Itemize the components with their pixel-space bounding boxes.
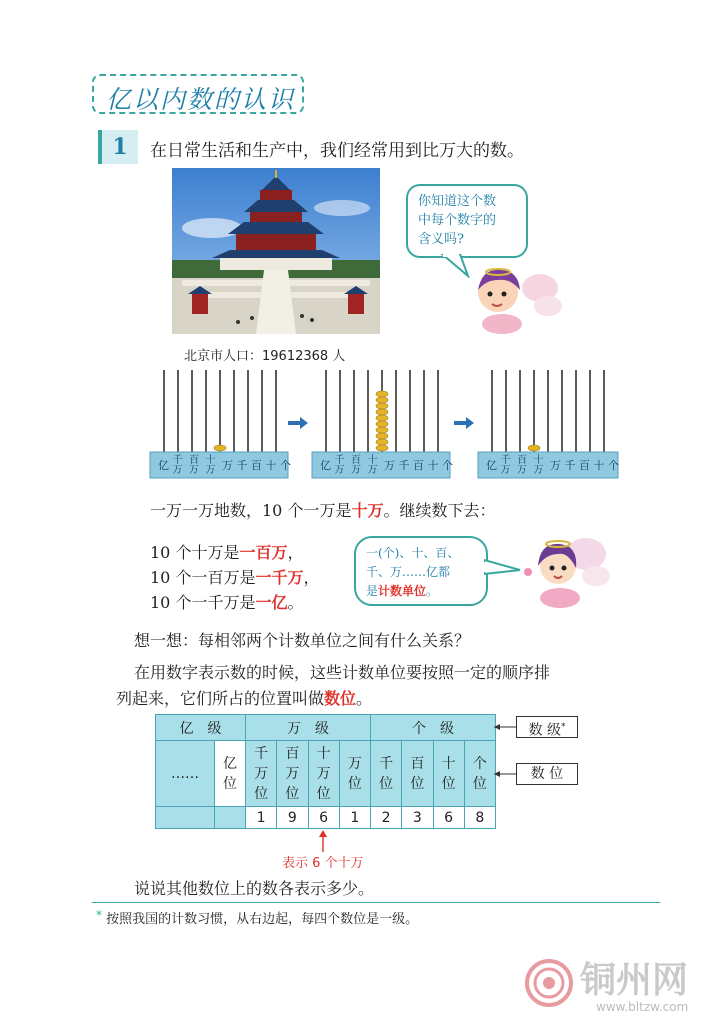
count-line-text: 一万一万地数，10 个一万是 — [150, 501, 352, 520]
digit-baiwan: 9 — [277, 807, 308, 829]
watermark-url: www.bltzw.com — [596, 1000, 689, 1014]
counting-line-3-text: 10 个一千万是 — [150, 593, 256, 612]
place-char: 万 — [316, 765, 331, 782]
label-baiwan: 百万 — [351, 455, 361, 476]
level-wan: 万 级 — [246, 715, 371, 741]
abacus-1-labels — [158, 456, 294, 476]
section-title: 亿以内数的认识 — [106, 85, 296, 114]
place-char: 千 — [254, 745, 269, 762]
paragraph-line-2 — [116, 686, 550, 712]
place-char: 位 — [285, 785, 300, 802]
digit-qian: 2 — [371, 807, 402, 829]
unit-bubble-text — [366, 544, 459, 601]
place-char: 位 — [472, 775, 487, 792]
place-char: 位 — [223, 775, 237, 792]
paragraph-line-2-highlight: 数位 — [324, 689, 357, 708]
counting-line-3-highlight: 一亿 — [255, 593, 288, 612]
counting-lines — [150, 540, 319, 615]
arrow-up-icon — [318, 830, 328, 852]
footnote-text: 按照我国的计数习惯，从右边起，每四个数位是一级。 — [106, 912, 419, 927]
cherub-illustration — [462, 262, 562, 336]
paragraph-line-1: 在用数字表示数的时候，这些计数单位要按照一定的顺序排 — [134, 663, 551, 682]
label-connectors — [494, 720, 518, 800]
watermark-logo-icon — [524, 958, 574, 1008]
level-ge: 个 级 — [371, 715, 496, 741]
level-yi: 亿 级 — [156, 715, 246, 741]
unit-line-3-pre: 是 — [366, 584, 379, 598]
discuss-text: 说说其他数位上的数各表示多少。 — [134, 879, 375, 898]
example-number-badge: 1 — [98, 130, 138, 164]
place-qian — [371, 741, 402, 807]
digit-place-paragraph — [116, 660, 551, 712]
label-shi: 十 — [265, 459, 277, 472]
place-char: 十 — [316, 745, 331, 762]
label-yi: 亿 — [486, 459, 497, 472]
unit-line-3-end: 。 — [426, 584, 439, 598]
place-char: 百 — [285, 745, 300, 762]
question-text — [418, 192, 496, 249]
count-line-end: 。继续数下去： — [383, 501, 496, 520]
label-shiwan: 十万 — [205, 455, 216, 476]
label-shujie: 数 级 — [528, 722, 561, 739]
label-wan: 万 — [222, 459, 233, 472]
question-line-2: 中每个数字的 — [418, 213, 497, 228]
place-ge — [464, 741, 495, 807]
place-wan — [339, 741, 370, 807]
unit-line-1: 一(个)、十、百、 — [366, 546, 460, 560]
label-bai: 百 — [251, 459, 262, 472]
label-bai: 百 — [579, 459, 590, 472]
label-shiwan: 十万 — [533, 455, 544, 476]
place-char: 个 — [472, 755, 487, 772]
label-shujie-box — [516, 716, 578, 738]
counting-line-1-highlight: 一百万 — [239, 543, 288, 562]
place-shi — [433, 741, 464, 807]
label-shi: 十 — [593, 459, 605, 472]
place-qianwan — [246, 741, 277, 807]
label-wan: 万 — [550, 459, 561, 472]
label-shujie-star: * — [560, 722, 566, 732]
question-line-1: 你知道这个数 — [418, 194, 497, 209]
place-char: 千 — [379, 755, 394, 772]
arrow-note: 表示 6 个十万 — [282, 856, 364, 871]
unit-line-2: 千、万……亿都 — [366, 565, 451, 579]
temple-photo — [172, 168, 380, 334]
place-char: 万 — [254, 765, 269, 782]
counting-line-2-text: 10 个一百万是 — [150, 568, 256, 587]
think-text: 想一想：每相邻两个计数单位之间有什么关系？ — [134, 631, 471, 650]
label-qian: 千 — [236, 459, 248, 472]
photo-caption: 北京市人口：19612368 人 — [184, 349, 346, 364]
place-baiwan — [277, 741, 308, 807]
place-char: 万 — [347, 755, 362, 772]
ellipsis-cell: …… — [156, 741, 215, 807]
place-char: 位 — [379, 775, 394, 792]
intro-text: 在日常生活和生产中，我们经常用到比万大的数。 — [150, 141, 524, 161]
unit-line-3 — [366, 582, 459, 601]
digit-shi: 6 — [433, 807, 464, 829]
counting-line-1-text: 10 个十万是 — [150, 543, 240, 562]
label-qianwan: 千万 — [334, 455, 345, 476]
watermark-text: 铜州网 — [580, 959, 689, 1001]
digit-yi — [215, 807, 246, 829]
label-shuwei: 数 位 — [516, 763, 578, 785]
place-char: 百 — [410, 755, 425, 772]
angel-girl-illustration — [516, 530, 612, 610]
place-char: 位 — [254, 785, 269, 802]
digit-wan: 1 — [339, 807, 370, 829]
label-qian: 千 — [398, 459, 410, 472]
label-baiwan: 百万 — [189, 455, 199, 476]
abacus-2-labels — [320, 456, 456, 476]
abacus-3-labels — [486, 456, 622, 476]
place-char: 位 — [441, 775, 456, 792]
label-ge: 个 — [608, 459, 619, 472]
label-shiwan: 十万 — [367, 455, 378, 476]
question-line-3: 含义吗? — [418, 232, 464, 247]
place-value-table — [155, 714, 496, 829]
footnote — [96, 908, 418, 927]
count-line-highlight: 十万 — [351, 501, 384, 520]
label-yi: 亿 — [158, 459, 169, 472]
place-char: 位 — [410, 775, 425, 792]
digit-ge: 8 — [464, 807, 495, 829]
digit-bai: 3 — [402, 807, 433, 829]
label-yi: 亿 — [320, 459, 331, 472]
place-char: 十 — [441, 755, 456, 772]
label-ge: 个 — [442, 459, 453, 472]
counting-line-3 — [150, 590, 319, 615]
place-char: 亿 — [223, 755, 237, 772]
digit-shiwan: 6 — [308, 807, 339, 829]
digit-empty — [156, 807, 215, 829]
label-wan: 万 — [384, 459, 395, 472]
counting-line-2 — [150, 565, 319, 590]
place-char: 万 — [285, 765, 300, 782]
unit-line-3-highlight: 计数单位 — [378, 584, 427, 598]
label-bai: 百 — [413, 459, 424, 472]
place-bai — [402, 741, 433, 807]
counting-line-2-end: ， — [303, 568, 320, 587]
place-yi — [215, 741, 246, 807]
paragraph-line-2-end: 。 — [356, 689, 373, 708]
counting-line-1-end: ， — [287, 543, 304, 562]
label-ge: 个 — [280, 459, 291, 472]
label-qian: 千 — [564, 459, 576, 472]
counting-line-3-end: 。 — [287, 593, 304, 612]
footnote-star: * — [96, 908, 102, 922]
place-char: 位 — [316, 785, 331, 802]
label-qianwan: 千万 — [172, 455, 183, 476]
count-line — [150, 498, 495, 521]
paragraph-line-2-pre: 列起来，它们所占的位置叫做 — [116, 689, 325, 708]
place-shiwan — [308, 741, 339, 807]
footnote-divider — [92, 902, 660, 903]
label-shi: 十 — [427, 459, 439, 472]
label-baiwan: 百万 — [517, 455, 527, 476]
counting-line-2-highlight: 一千万 — [255, 568, 304, 587]
counting-line-1 — [150, 540, 319, 565]
label-qianwan: 千万 — [500, 455, 511, 476]
digit-qianwan: 1 — [246, 807, 277, 829]
place-char: 位 — [347, 775, 362, 792]
